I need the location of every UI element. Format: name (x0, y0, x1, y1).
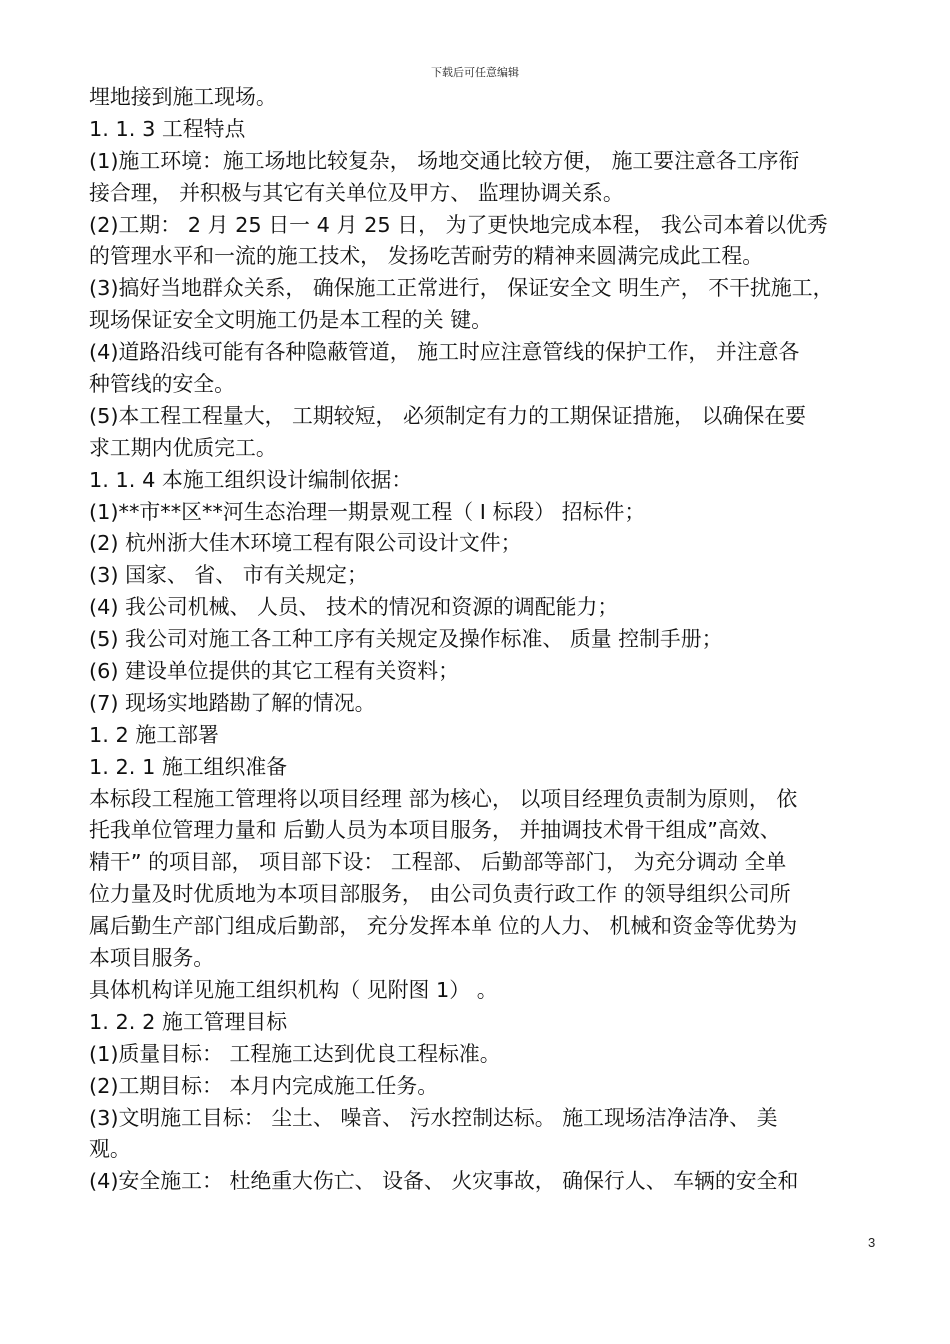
text-line: 1. 2 施工部署 (89, 722, 219, 747)
text-line: 1. 2. 1 施工组织准备 (89, 754, 288, 779)
text-line: 求工期内优质完工。 (89, 435, 277, 460)
text-line: 种管线的安全。 (89, 372, 236, 397)
text-line: 本项目服务。 (89, 946, 215, 971)
text-line: (3)文明施工目标： 尘土、 噪音、 污水控制达标。 施工现场洁净洁净、 美 (89, 1105, 778, 1130)
text-line: 托我单位管理力量和 后勤人员为本项目服务， 并抽调技术骨干组成”高效、 (89, 818, 781, 843)
text-line: 1. 1. 3 工程特点 (89, 116, 246, 141)
text-line: (1)施工环境：施工场地比较复杂， 场地交通比较方便， 施工要注意各工序衔 (89, 148, 800, 173)
text-line: (6) 建设单位提供的其它工程有关资料； (89, 659, 459, 684)
text-line: 接合理， 并积极与其它有关单位及甲方、 监理协调关系。 (89, 180, 624, 205)
text-line: (2)工期目标： 本月内完成施工任务。 (89, 1073, 439, 1098)
text-line: 精干” 的项目部， 项目部下设： 工程部、 后勤部等部门， 为充分调动 全单 (89, 850, 787, 875)
text-line: (4)安全施工： 杜绝重大伤亡、 设备、 火灾事故， 确保行人、 车辆的安全和 (89, 1169, 799, 1194)
text-line: (1)**市**区**河生态治理一期景观工程（ I 标段） 招标件； (89, 499, 646, 524)
document-body (89, 82, 889, 1198)
text-line: 1. 1. 4 本施工组织设计编制依据： (89, 467, 413, 492)
text-line: 本标段工程施工管理将以项目经理 部为核心， 以项目经理负责制为原则， 依 (89, 786, 798, 811)
text-line: (4) 我公司机械、 人员、 技术的情况和资源的调配能力； (89, 595, 619, 620)
text-line: (5)本工程工程量大， 工期较短， 必须制定有力的工期保证措施， 以确保在要 (89, 403, 806, 428)
text-line: (1)质量目标： 工程施工达到优良工程标准。 (89, 1041, 501, 1066)
text-line: 1. 2. 2 施工管理目标 (89, 1009, 288, 1034)
text-line: 观。 (89, 1137, 131, 1162)
page-number: 3 (868, 1235, 876, 1250)
text-line: 的管理水平和一流的施工技术， 发扬吃苦耐劳的精神来圆满完成此工程。 (89, 244, 764, 269)
text-line: 位力量及时优质地为本项目部服务， 由公司负责行政工作 的领导组织公司所 (89, 882, 791, 907)
text-line: 现场保证安全文明施工仍是本工程的关 键。 (89, 308, 492, 333)
text-line: (2) 杭州浙大佳木环境工程有限公司设计文件； (89, 531, 522, 556)
text-line: (5) 我公司对施工各工种工序有关规定及操作标准、 质量 控制手册； (89, 627, 723, 652)
text-line: (3)搞好当地群众关系， 确保施工正常进行， 保证安全文 明生产， 不干扰施工， (89, 276, 834, 301)
text-line: (2)工期： 2 月 25 日一 4 月 25 日， 为了更快地完成本程， 我公司本着以优秀 (89, 212, 828, 237)
text-line: 埋地接到施工现场。 (89, 85, 277, 109)
text-line: (7) 现场实地踏勘了解的情况。 (89, 690, 376, 715)
text-line: (3) 国家、 省、 市有关规定； (89, 563, 368, 588)
text-line: 具体机构详见施工组织机构（ 见附图 1） 。 (89, 977, 498, 1002)
page-header: 下载后可任意编辑 (431, 66, 519, 79)
text-line: (4)道路沿线可能有各种隐蔽管道， 施工时应注意管线的保护工作， 并注意各 (89, 340, 800, 365)
text-line: 属后勤生产部门组成后勤部， 充分发挥本单 位的人力、 机械和资金等优势为 (89, 914, 798, 939)
